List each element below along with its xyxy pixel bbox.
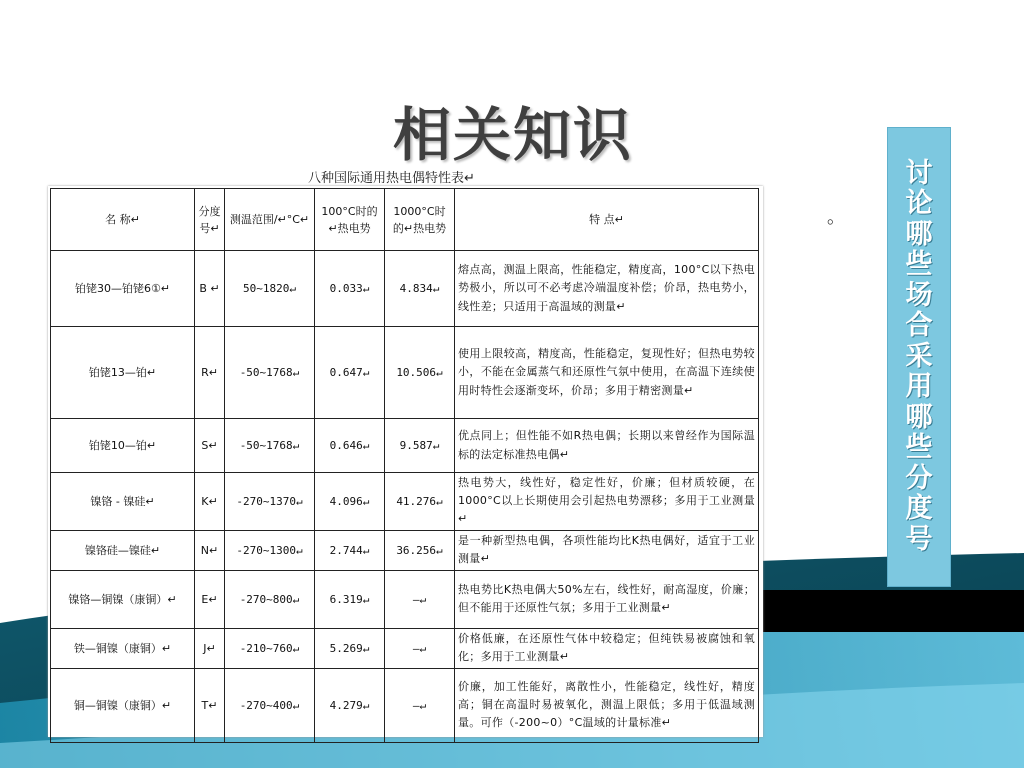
side-dot: 。 <box>827 207 845 228</box>
cell-name: 铂铑13—铂↵ <box>51 327 195 419</box>
cell-index: N↵ <box>195 530 225 570</box>
cell-name: 镍铬硅—镍硅↵ <box>51 530 195 570</box>
cell-range: -270~400↵ <box>225 668 315 742</box>
decorative-black-bar <box>748 590 1024 632</box>
cell-range: -50~1768↵ <box>225 419 315 473</box>
cell-range: -270~1370↵ <box>225 473 315 531</box>
cell-features: 热电势比K热电偶大50%左右，线性好，耐高湿度，价廉；但不能用于还原性气氛；多用于工业测量↵ <box>455 570 759 628</box>
cell-emf-1000: —↵ <box>385 628 455 668</box>
cell-emf-100: 4.279↵ <box>315 668 385 742</box>
cell-name: 镍铬—铜镍（康铜）↵ <box>51 570 195 628</box>
discussion-char: 些 <box>905 249 933 281</box>
table-row <box>51 530 759 570</box>
discussion-text <box>906 159 933 556</box>
cell-index: S↵ <box>195 419 225 473</box>
cell-index: R↵ <box>195 327 225 419</box>
cell-index: E↵ <box>195 570 225 628</box>
cell-name: 铜—铜镍（康铜）↵ <box>51 668 195 742</box>
cell-emf-100: 0.647↵ <box>315 327 385 419</box>
header-index: 分度号↵ <box>195 189 225 251</box>
cell-range: -210~760↵ <box>225 628 315 668</box>
discussion-box <box>887 127 951 587</box>
discussion-char: 些 <box>905 432 933 464</box>
cell-features: 熔点高，测温上限高，性能稳定，精度高，100°C以下热电势极小，所以可不必考虑冷端温度补偿；价昂，热电势小，线性差；只适用于高温域的测量↵ <box>455 251 759 327</box>
discussion-char: 场 <box>905 279 933 311</box>
discussion-char: 讨 <box>905 157 933 189</box>
cell-emf-1000: 10.506↵ <box>385 327 455 419</box>
table-row <box>51 251 759 327</box>
discussion-char: 论 <box>905 188 933 220</box>
table-row <box>51 327 759 419</box>
cell-index: K↵ <box>195 473 225 531</box>
cell-emf-1000: 9.587↵ <box>385 419 455 473</box>
cell-index: B ↵ <box>195 251 225 327</box>
cell-name: 铁—铜镍（康铜）↵ <box>51 628 195 668</box>
cell-features: 热电势大，线性好，稳定性好，价廉；但材质较硬，在1000°C以上长期使用会引起热电势漂移；多用于工业测量↵ <box>455 473 759 531</box>
table-row <box>51 628 759 668</box>
cell-range: -270~1300↵ <box>225 530 315 570</box>
cell-emf-100: 0.033↵ <box>315 251 385 327</box>
cell-emf-100: 0.646↵ <box>315 419 385 473</box>
header-name: 名 称↵ <box>51 189 195 251</box>
header-features: 特 点↵ <box>455 189 759 251</box>
discussion-char: 哪 <box>905 218 933 250</box>
thermocouple-table <box>48 186 763 737</box>
slide-title: 相关知识 <box>393 101 634 169</box>
header-range: 测温范围/↵°C↵ <box>225 189 315 251</box>
cell-emf-100: 6.319↵ <box>315 570 385 628</box>
table-caption: 八种国际通用热电偶特性表↵ <box>308 171 475 186</box>
cell-name: 铂铑10—铂↵ <box>51 419 195 473</box>
header-emf-100: 100°C时的↵热电势 <box>315 189 385 251</box>
table-row <box>51 473 759 531</box>
cell-features: 价廉，加工性能好，离散性小，性能稳定，线性好，精度高；铜在高温时易被氧化，测温上限低；多用于低温域测量。可作（-200~0）°C温域的计量标准↵ <box>455 668 759 742</box>
cell-range: -50~1768↵ <box>225 327 315 419</box>
discussion-char: 哪 <box>905 401 933 433</box>
cell-emf-1000: 4.834↵ <box>385 251 455 327</box>
cell-emf-1000: 36.256↵ <box>385 530 455 570</box>
cell-emf-100: 2.744↵ <box>315 530 385 570</box>
cell-features: 使用上限较高，精度高，性能稳定，复现性好；但热电势较小，不能在金属蒸气和还原性气氛中使用，在高温下连续使用时特性会逐渐变坏，价昂；多用于精密测量↵ <box>455 327 759 419</box>
cell-emf-1000: —↵ <box>385 668 455 742</box>
cell-name: 铂铑30—铂铑6①↵ <box>51 251 195 327</box>
cell-emf-1000: 41.276↵ <box>385 473 455 531</box>
cell-range: -270~800↵ <box>225 570 315 628</box>
cell-features: 价格低廉，在还原性气体中较稳定；但纯铁易被腐蚀和氧化；多用于工业测量↵ <box>455 628 759 668</box>
cell-emf-1000: —↵ <box>385 570 455 628</box>
discussion-char: 号 <box>905 523 933 555</box>
cell-range: 50~1820↵ <box>225 251 315 327</box>
cell-features: 是一种新型热电偶，各项性能均比K热电偶好，适宜于工业测量↵ <box>455 530 759 570</box>
table-row <box>51 570 759 628</box>
cell-features: 优点同上；但性能不如R热电偶；长期以来曾经作为国际温标的法定标准热电偶↵ <box>455 419 759 473</box>
cell-emf-100: 4.096↵ <box>315 473 385 531</box>
cell-name: 镍铬 - 镍硅↵ <box>51 473 195 531</box>
discussion-char: 合 <box>905 310 933 342</box>
discussion-char: 用 <box>905 371 933 403</box>
table-row <box>51 419 759 473</box>
table-row <box>51 668 759 742</box>
cell-emf-100: 5.269↵ <box>315 628 385 668</box>
cell-index: T↵ <box>195 668 225 742</box>
discussion-char: 采 <box>905 340 933 372</box>
cell-index: J↵ <box>195 628 225 668</box>
discussion-char: 分 <box>905 462 933 494</box>
header-emf-1000: 1000°C时的↵热电势 <box>385 189 455 251</box>
discussion-char: 度 <box>905 493 933 525</box>
